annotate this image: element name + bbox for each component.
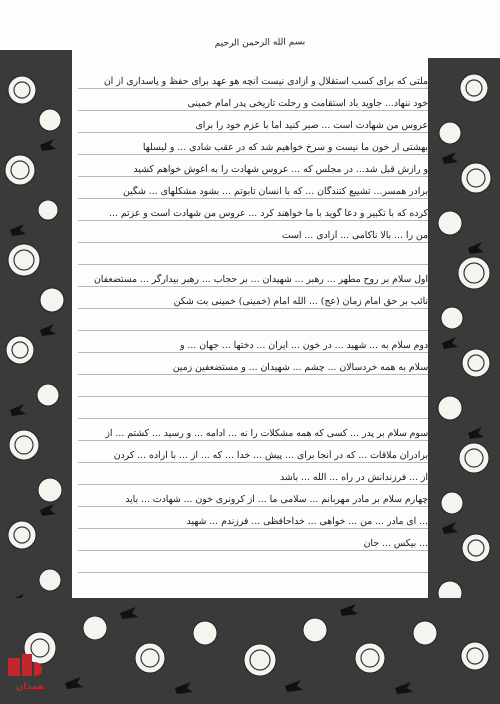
- letter-body: [78, 30, 428, 590]
- ruled-line: [78, 330, 428, 331]
- text-line: من را ... بالا ناکامی ... آزادی ... است: [281, 230, 428, 241]
- ruled-line: [78, 264, 428, 265]
- text-line: چهارم سلام بر مادر مهربانم ... سلامی ما ... از کرونری خون ... شهادت ... باید: [125, 494, 428, 505]
- ruled-line: [78, 242, 428, 243]
- floral-pattern-bottom-icon: [0, 588, 500, 704]
- text-line: کرده که با تکبیر و دعا گوید با ما خواهند کرد ... عروس من شهادت است و عزتم ...: [109, 208, 428, 219]
- ruled-line: [78, 484, 428, 485]
- heading-bismillah: بسم الله الرحمن الرحیم: [214, 37, 306, 49]
- ruled-line: [78, 418, 428, 419]
- logo-mark-icon: [6, 652, 46, 680]
- ruled-line: [78, 176, 428, 177]
- ruled-line: [78, 352, 428, 353]
- ruled-line: [78, 132, 428, 133]
- text-line: دوم سلام به ... شهید ... در خون ... ایران ... دختها ... جهان ... و: [179, 340, 428, 351]
- ruled-line: [78, 550, 428, 551]
- text-line: برادران ملاقات ... که در آنجا برای ... پیش ... خدا ... که ... از ... با اراده ... کردن: [113, 450, 428, 461]
- watermark-text: همدان: [15, 682, 45, 692]
- text-line: عروس من شهادت است ... صبر کنید اما با عزم خود را برای: [195, 120, 428, 131]
- ruled-line: [78, 440, 428, 441]
- ruled-line: [78, 374, 428, 375]
- ruled-line: [78, 528, 428, 529]
- ruled-line: [78, 220, 428, 221]
- floral-pattern-right-icon: [428, 58, 500, 643]
- ruled-line: [78, 286, 428, 287]
- ruled-line: [78, 110, 428, 111]
- text-line: اول سلام بر روح مطهر ... رهبر ... شهیدان ... بر حجاب ... رهبر بیدارگر ... مستضعفان: [93, 274, 428, 285]
- text-line: از ... فرزندانش در راه ... الله ... باشد: [279, 472, 428, 483]
- ruled-line: [78, 308, 428, 309]
- text-line: و رازش قبل شد... در مجلس که ... عروس شهادت را به آغوش خواهم کشید: [133, 164, 428, 175]
- text-line: سوم سلام بر پدر ... کسی که همه مشکلات را نه ... ادامه ... و رسید ... کشتم ... از: [105, 428, 428, 439]
- ruled-line: [78, 396, 428, 397]
- ruled-line: [78, 506, 428, 507]
- text-line: خود ننهاد... جاوید باد استقامت و رحلت تاریخی پدر امام خمینی: [187, 98, 428, 109]
- ruled-line: [78, 88, 428, 89]
- floral-pattern-left-icon: [0, 50, 72, 650]
- floral-border-left: [0, 50, 72, 650]
- ruled-line: [78, 572, 428, 573]
- text-line: ... بیکس ... جان: [363, 538, 428, 549]
- text-line: ملتی که برای کسب استقلال و آزادی نیست آنچه هو عهد برای حفظ و پاسداری از آن: [103, 76, 428, 87]
- ruled-line: [78, 462, 428, 463]
- floral-border-right: [428, 58, 500, 643]
- ruled-line: [78, 154, 428, 155]
- text-line: سلام به همه خردسالان ... چشم ... شهیدان ... و مستضعفین زمین: [172, 362, 428, 373]
- text-line: بهشتی از خون ما نیست و سرخ خواهیم شد که در عقب شادی ... و لیسلها: [142, 142, 428, 153]
- text-line: نائب بر حق امام زمان (عج) ... الله امام (خمینی) خمینی بت شکن: [173, 296, 428, 307]
- watermark-logo: [6, 652, 46, 698]
- text-line: برادر همسر... تشییع کنندگان ... که با انسان تابوتم ... بشود مشکلهای ... شگین: [122, 186, 428, 197]
- text-line: ... ای مادر ... من ... خواهی ... خداحافظی ... فرزندم ... شهید: [186, 516, 428, 527]
- ruled-line: [78, 198, 428, 199]
- floral-border-bottom: [0, 588, 500, 704]
